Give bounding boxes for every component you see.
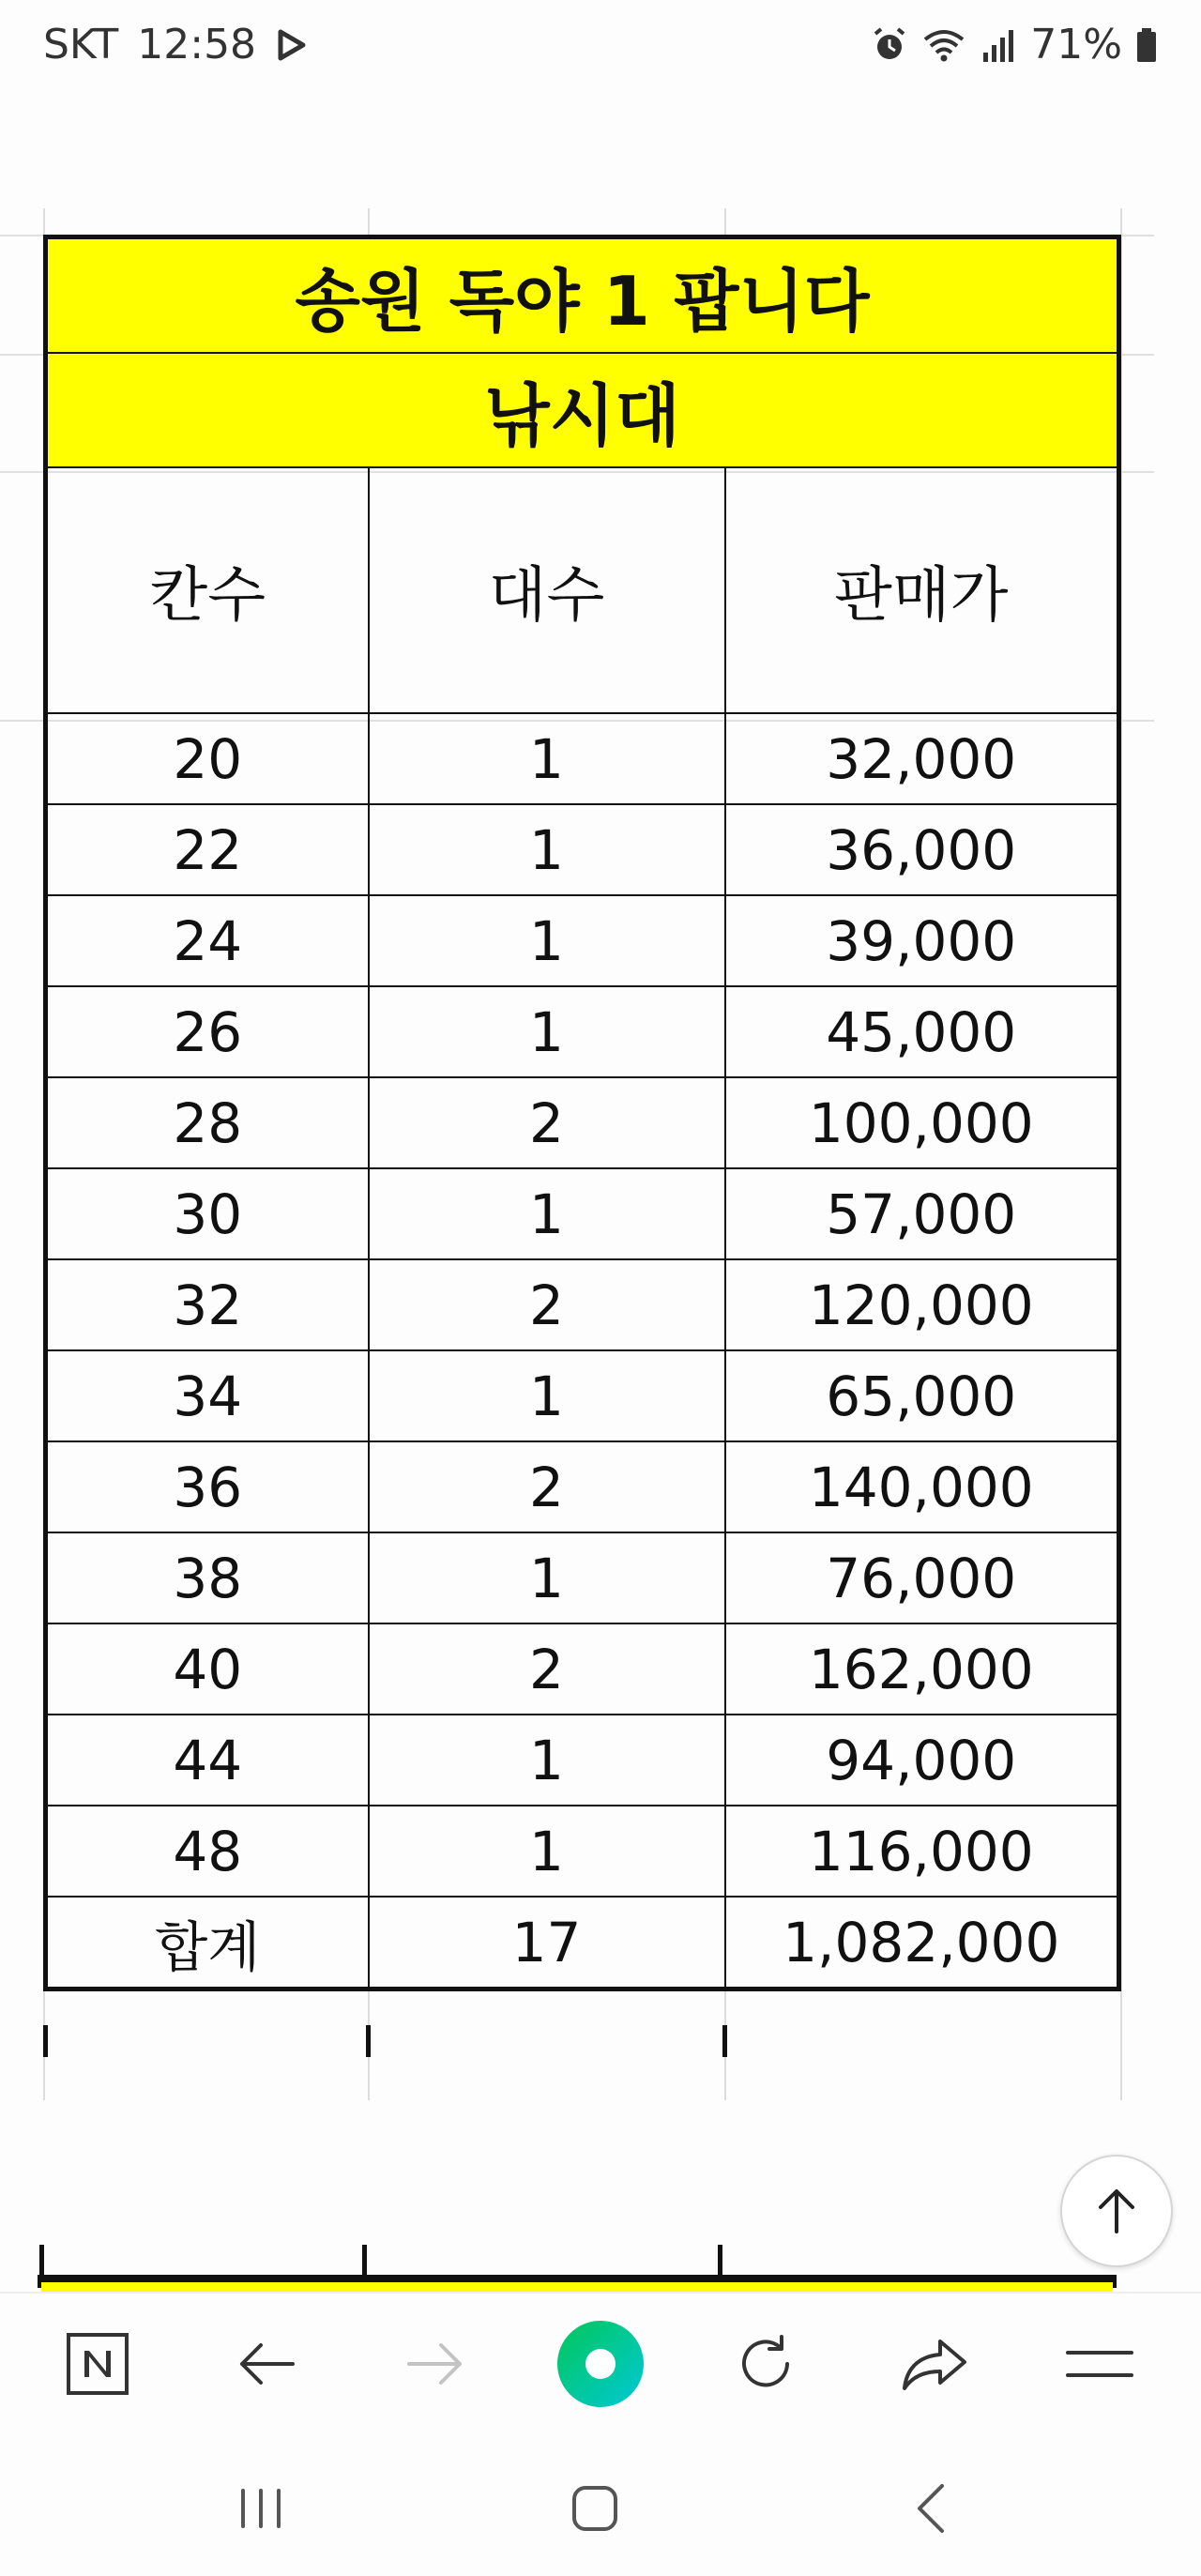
scroll-top-button[interactable]: [1060, 2155, 1173, 2267]
cell-length: 44: [46, 1715, 369, 1806]
menu-icon: [1066, 2345, 1133, 2383]
table-row: [46, 1168, 1119, 1259]
forward-button[interactable]: [370, 2294, 501, 2434]
header-count: 대수: [369, 467, 725, 713]
cell-length: 36: [46, 1441, 369, 1532]
status-right: [871, 21, 1158, 69]
cell-price: 57,000: [725, 1168, 1119, 1259]
status-left: [43, 21, 307, 69]
battery-percent: 71%: [1030, 21, 1122, 69]
cell-length: 30: [46, 1168, 369, 1259]
table-row: [46, 1623, 1119, 1715]
play-store-icon: [275, 28, 307, 62]
cell-price: 116,000: [725, 1806, 1119, 1897]
back-icon: [914, 2482, 948, 2535]
table-row: [46, 986, 1119, 1077]
cell-price: 45,000: [725, 986, 1119, 1077]
back-arrow-icon: [236, 2340, 296, 2387]
header-row: [46, 467, 1119, 713]
total-count: 17: [369, 1897, 725, 1989]
forward-arrow-icon: [405, 2340, 465, 2387]
cell-length: 22: [46, 804, 369, 895]
system-nav-bar: [0, 2440, 1201, 2576]
cell-count: 1: [369, 1715, 725, 1806]
cell-length: 32: [46, 1259, 369, 1350]
table-title: 송원 독야 1 팝니다: [46, 237, 1119, 354]
table-row: [46, 895, 1119, 986]
total-label: 합계: [46, 1897, 369, 1989]
cell-price: 65,000: [725, 1350, 1119, 1441]
cell-length: 28: [46, 1077, 369, 1168]
wifi-icon: [921, 26, 966, 64]
carrier-label: SKT: [43, 21, 119, 69]
back-button[interactable]: [201, 2294, 332, 2434]
refresh-button[interactable]: [700, 2294, 831, 2434]
table-border: [366, 2025, 371, 2057]
table-row: [46, 1806, 1119, 1897]
table-subtitle: 낚시대: [46, 353, 1119, 467]
recent-apps-icon: [237, 2487, 284, 2530]
table-row: [46, 804, 1119, 895]
cell-price: 76,000: [725, 1532, 1119, 1623]
refresh-icon: [735, 2333, 797, 2395]
header-price: 판매가: [725, 467, 1119, 713]
cell-length: 26: [46, 986, 369, 1077]
cell-count: 2: [369, 1623, 725, 1715]
table-row: [46, 1259, 1119, 1350]
table-border: [722, 2025, 727, 2057]
cell-count: 1: [369, 804, 725, 895]
cell-count: 1: [369, 895, 725, 986]
cell-count: 2: [369, 1259, 725, 1350]
cell-count: 1: [369, 1806, 725, 1897]
status-bar: [0, 0, 1201, 94]
system-back-button[interactable]: [865, 2440, 996, 2576]
green-dot-button[interactable]: [535, 2294, 666, 2434]
cell-count: 1: [369, 1532, 725, 1623]
total-row: [46, 1897, 1119, 1989]
cell-count: 2: [369, 1441, 725, 1532]
cell-length: 40: [46, 1623, 369, 1715]
browser-toolbar: [0, 2292, 1201, 2434]
header-length: 칸수: [46, 467, 369, 713]
menu-button[interactable]: [1034, 2294, 1165, 2434]
green-dot-icon: [555, 2319, 646, 2409]
cell-length: 48: [46, 1806, 369, 1897]
price-table: [43, 235, 1121, 1991]
subtitle-row: [46, 353, 1119, 467]
signal-icon: [980, 26, 1017, 64]
cell-price: 36,000: [725, 804, 1119, 895]
cell-length: 34: [46, 1350, 369, 1441]
spreadsheet-view[interactable]: [0, 208, 1154, 2100]
cell-price: 140,000: [725, 1441, 1119, 1532]
title-row: [46, 237, 1119, 354]
table-row: [46, 1441, 1119, 1532]
home-button[interactable]: [529, 2440, 661, 2576]
share-button[interactable]: [869, 2294, 1000, 2434]
cell-price: 39,000: [725, 895, 1119, 986]
naver-home-icon: [66, 2332, 129, 2396]
home-icon: [570, 2484, 619, 2533]
arrow-up-icon: [1093, 2185, 1140, 2237]
naver-home-button[interactable]: [32, 2294, 163, 2434]
cell-count: 1: [369, 986, 725, 1077]
battery-icon: [1135, 26, 1158, 64]
table-row: [46, 1532, 1119, 1623]
table-row: [46, 1715, 1119, 1806]
table-row: [46, 1350, 1119, 1441]
total-price: 1,082,000: [725, 1897, 1119, 1989]
clock: 12:58: [137, 21, 257, 69]
cell-length: 38: [46, 1532, 369, 1623]
share-icon: [901, 2336, 968, 2392]
cell-count: 2: [369, 1077, 725, 1168]
cell-price: 100,000: [725, 1077, 1119, 1168]
cell-count: 1: [369, 713, 725, 804]
cell-price: 94,000: [725, 1715, 1119, 1806]
alarm-icon: [871, 26, 908, 64]
recent-apps-button[interactable]: [195, 2440, 327, 2576]
cell-count: 1: [369, 1168, 725, 1259]
table-row: [46, 1077, 1119, 1168]
cell-length: 24: [46, 895, 369, 986]
cell-count: 1: [369, 1350, 725, 1441]
table-border: [43, 2025, 48, 2057]
cell-length: 20: [46, 713, 369, 804]
cell-price: 120,000: [725, 1259, 1119, 1350]
next-table-header: [41, 2282, 1113, 2292]
cell-price: 32,000: [725, 713, 1119, 804]
table-row: [46, 713, 1119, 804]
cell-price: 162,000: [725, 1623, 1119, 1715]
